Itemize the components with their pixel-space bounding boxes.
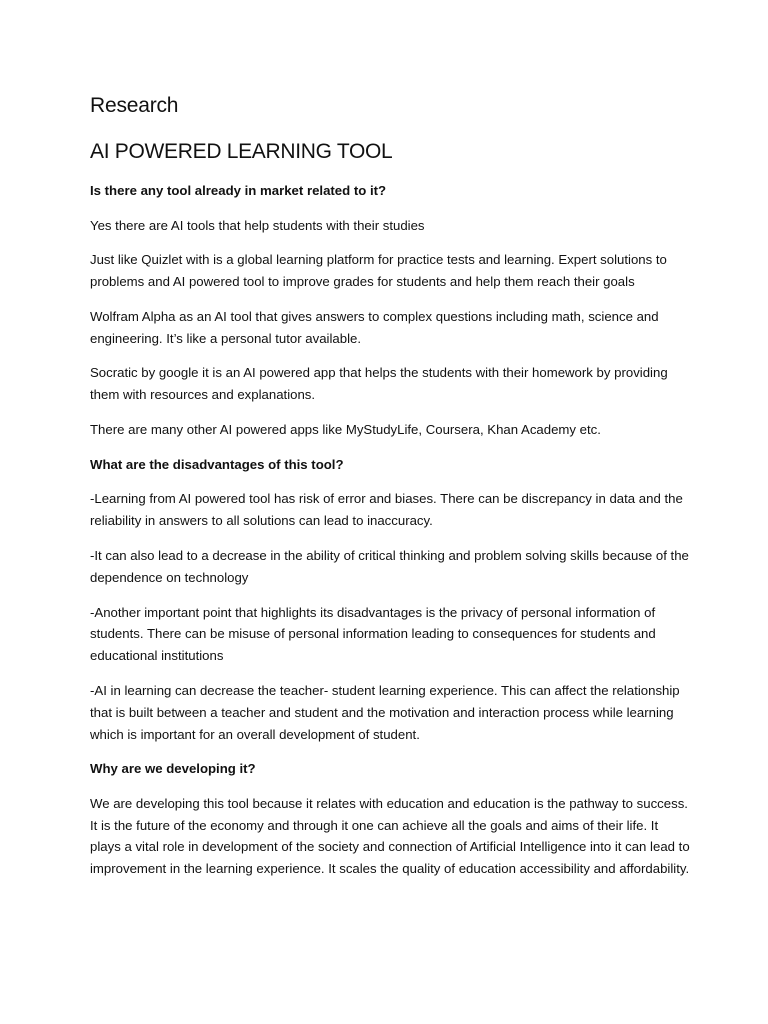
paragraph: -It can also lead to a decrease in the ability of critical thinking and problem solving skills because of the dependence on technology [90, 547, 689, 585]
paragraph: -Another important point that highlights its disadvantages is the privacy of personal information of students. There can be misuse of personal information leading to consequences for students and educational institutions [90, 604, 656, 664]
section-market-tools [90, 180, 690, 441]
paragraph: Wolfram Alpha as an AI tool that gives answers to complex questions including math, science and engineering. It’s like a personal tutor available. [90, 308, 659, 346]
document-page [90, 92, 690, 893]
section-question: Is there any tool already in market related to it? [90, 183, 387, 198]
paragraph: We are developing this tool because it relates with education and education is the pathway to success. It is the future of the economy and through it one can achieve all the goals and aims of their life. It plays a vital role in development of the society and connection of Artificial Intelligence into it can lead to improvement in the learning experience. It scales the quality of education accessibility and affordability. [90, 795, 690, 877]
document-subtitle: AI POWERED LEARNING TOOL [90, 140, 393, 163]
section-why-developing [90, 758, 690, 880]
paragraph: -Learning from AI powered tool has risk of error and biases. There can be discrepancy in data and the reliability in answers to all solutions can lead to inaccuracy. [90, 491, 683, 529]
paragraph: Yes there are AI tools that help students with their studies [90, 217, 425, 233]
paragraph: There are many other AI powered apps like MyStudyLife, Coursera, Khan Academy etc. [90, 422, 601, 438]
paragraph: Just like Quizlet with is a global learning platform for practice tests and learning. Expert solutions to problems and AI powered tool to improve grades for students and help them reach their goals [90, 252, 667, 290]
section-question: What are the disadvantages of this tool? [90, 456, 344, 472]
section-question: Why are we developing it? [90, 761, 256, 777]
section-disadvantages [90, 454, 690, 745]
paragraph: Socratic by google it is an AI powered app that helps the students with their homework by providing them with resources and explanations. [90, 365, 668, 403]
paragraph: -AI in learning can decrease the teacher- student learning experience. This can affect the relationship that is built between a teacher and student and the motivation and interaction process while learning which is important for an overall development of student. [90, 682, 680, 742]
document-title: Research [90, 94, 179, 117]
